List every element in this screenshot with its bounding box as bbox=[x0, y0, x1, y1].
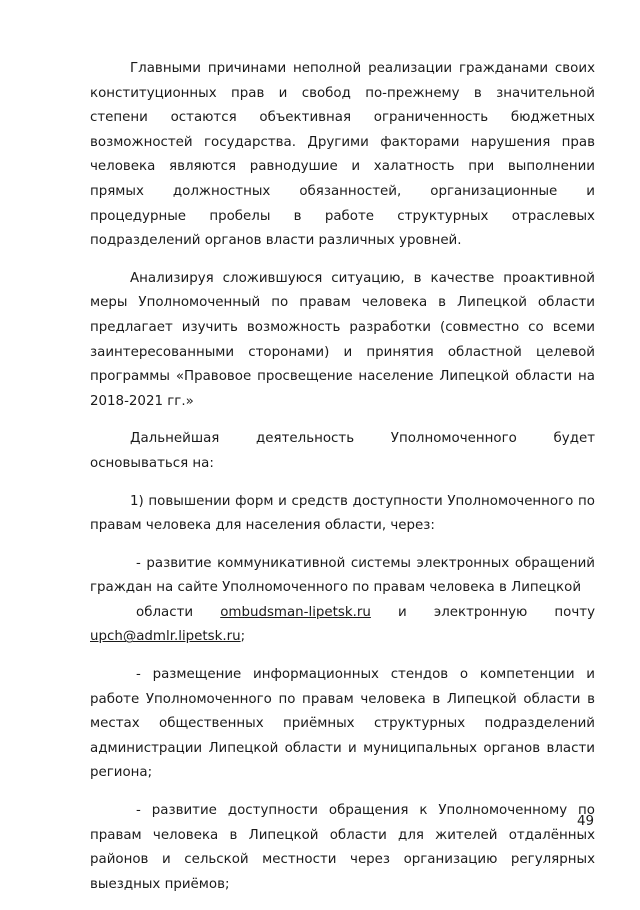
email-line-tail: ; bbox=[240, 629, 246, 645]
list-item-electronic-system bbox=[90, 552, 595, 650]
electronic-system-links-line bbox=[90, 601, 595, 626]
word-region: области bbox=[136, 604, 194, 620]
word-and: и bbox=[398, 604, 407, 620]
website-link[interactable]: ombudsman-lipetsk.ru bbox=[220, 604, 371, 620]
paragraph-future-activity: Дальнейшая деятельность Уполномоченного будет основываться на: bbox=[90, 431, 595, 471]
email-line bbox=[90, 625, 595, 650]
paragraph-proactive-program: Анализируя сложившуюся ситуацию, в качестве проактивной меры Уполномоченный по правам человека в Липецкой области предлагает изучить возможность разработки (совместно со всеми заинтересованными сторонами) и принятия областной целевой программы «Правовое просвещение население Липецкой области на 2018-2021 гг.» bbox=[90, 270, 595, 409]
word-mail: почту bbox=[554, 604, 596, 620]
paragraph-accessibility-point: 1) повышении форм и средств доступности Уполномоченного по правам человека для населения области, через: bbox=[90, 493, 595, 534]
paragraph-causes: Главными причинами неполной реализации гражданами своих конституционных прав и свобод по-прежнему в значительной степени остаются объективная ограниченность бюджетных возможностей государства. Другими факторами нарушения прав человека являются равнодушие и халатность при выполнении прямых должностных обязанностей, организационные и процедурные пробелы в работе структурных отраслевых подразделений органов власти различных уровней. bbox=[90, 61, 595, 249]
page-number: 49 bbox=[576, 814, 594, 829]
document-page bbox=[90, 57, 595, 910]
list-item-info-stands: - размещение информационных стендов о компетенции и работе Уполномоченного по правам человека в Липецкой области в местах общественных приёмных структурных подразделений администрации Липецкой области и муниципальных органов власти региона; bbox=[90, 667, 595, 781]
email-link[interactable]: upch@admlr.lipetsk.ru bbox=[90, 629, 241, 645]
word-electronic: электронную bbox=[433, 604, 528, 620]
electronic-system-intro: - развитие коммуникативной системы электронных обращений граждан на сайте Уполномоченного по правам человека в Липецкой bbox=[90, 555, 595, 596]
list-item-remote-access: - развитие доступности обращения к Уполномоченному по правам человека в Липецкой области для жителей отдалённых районов и сельской местности через организацию регулярных выездных приёмов; bbox=[90, 803, 595, 892]
